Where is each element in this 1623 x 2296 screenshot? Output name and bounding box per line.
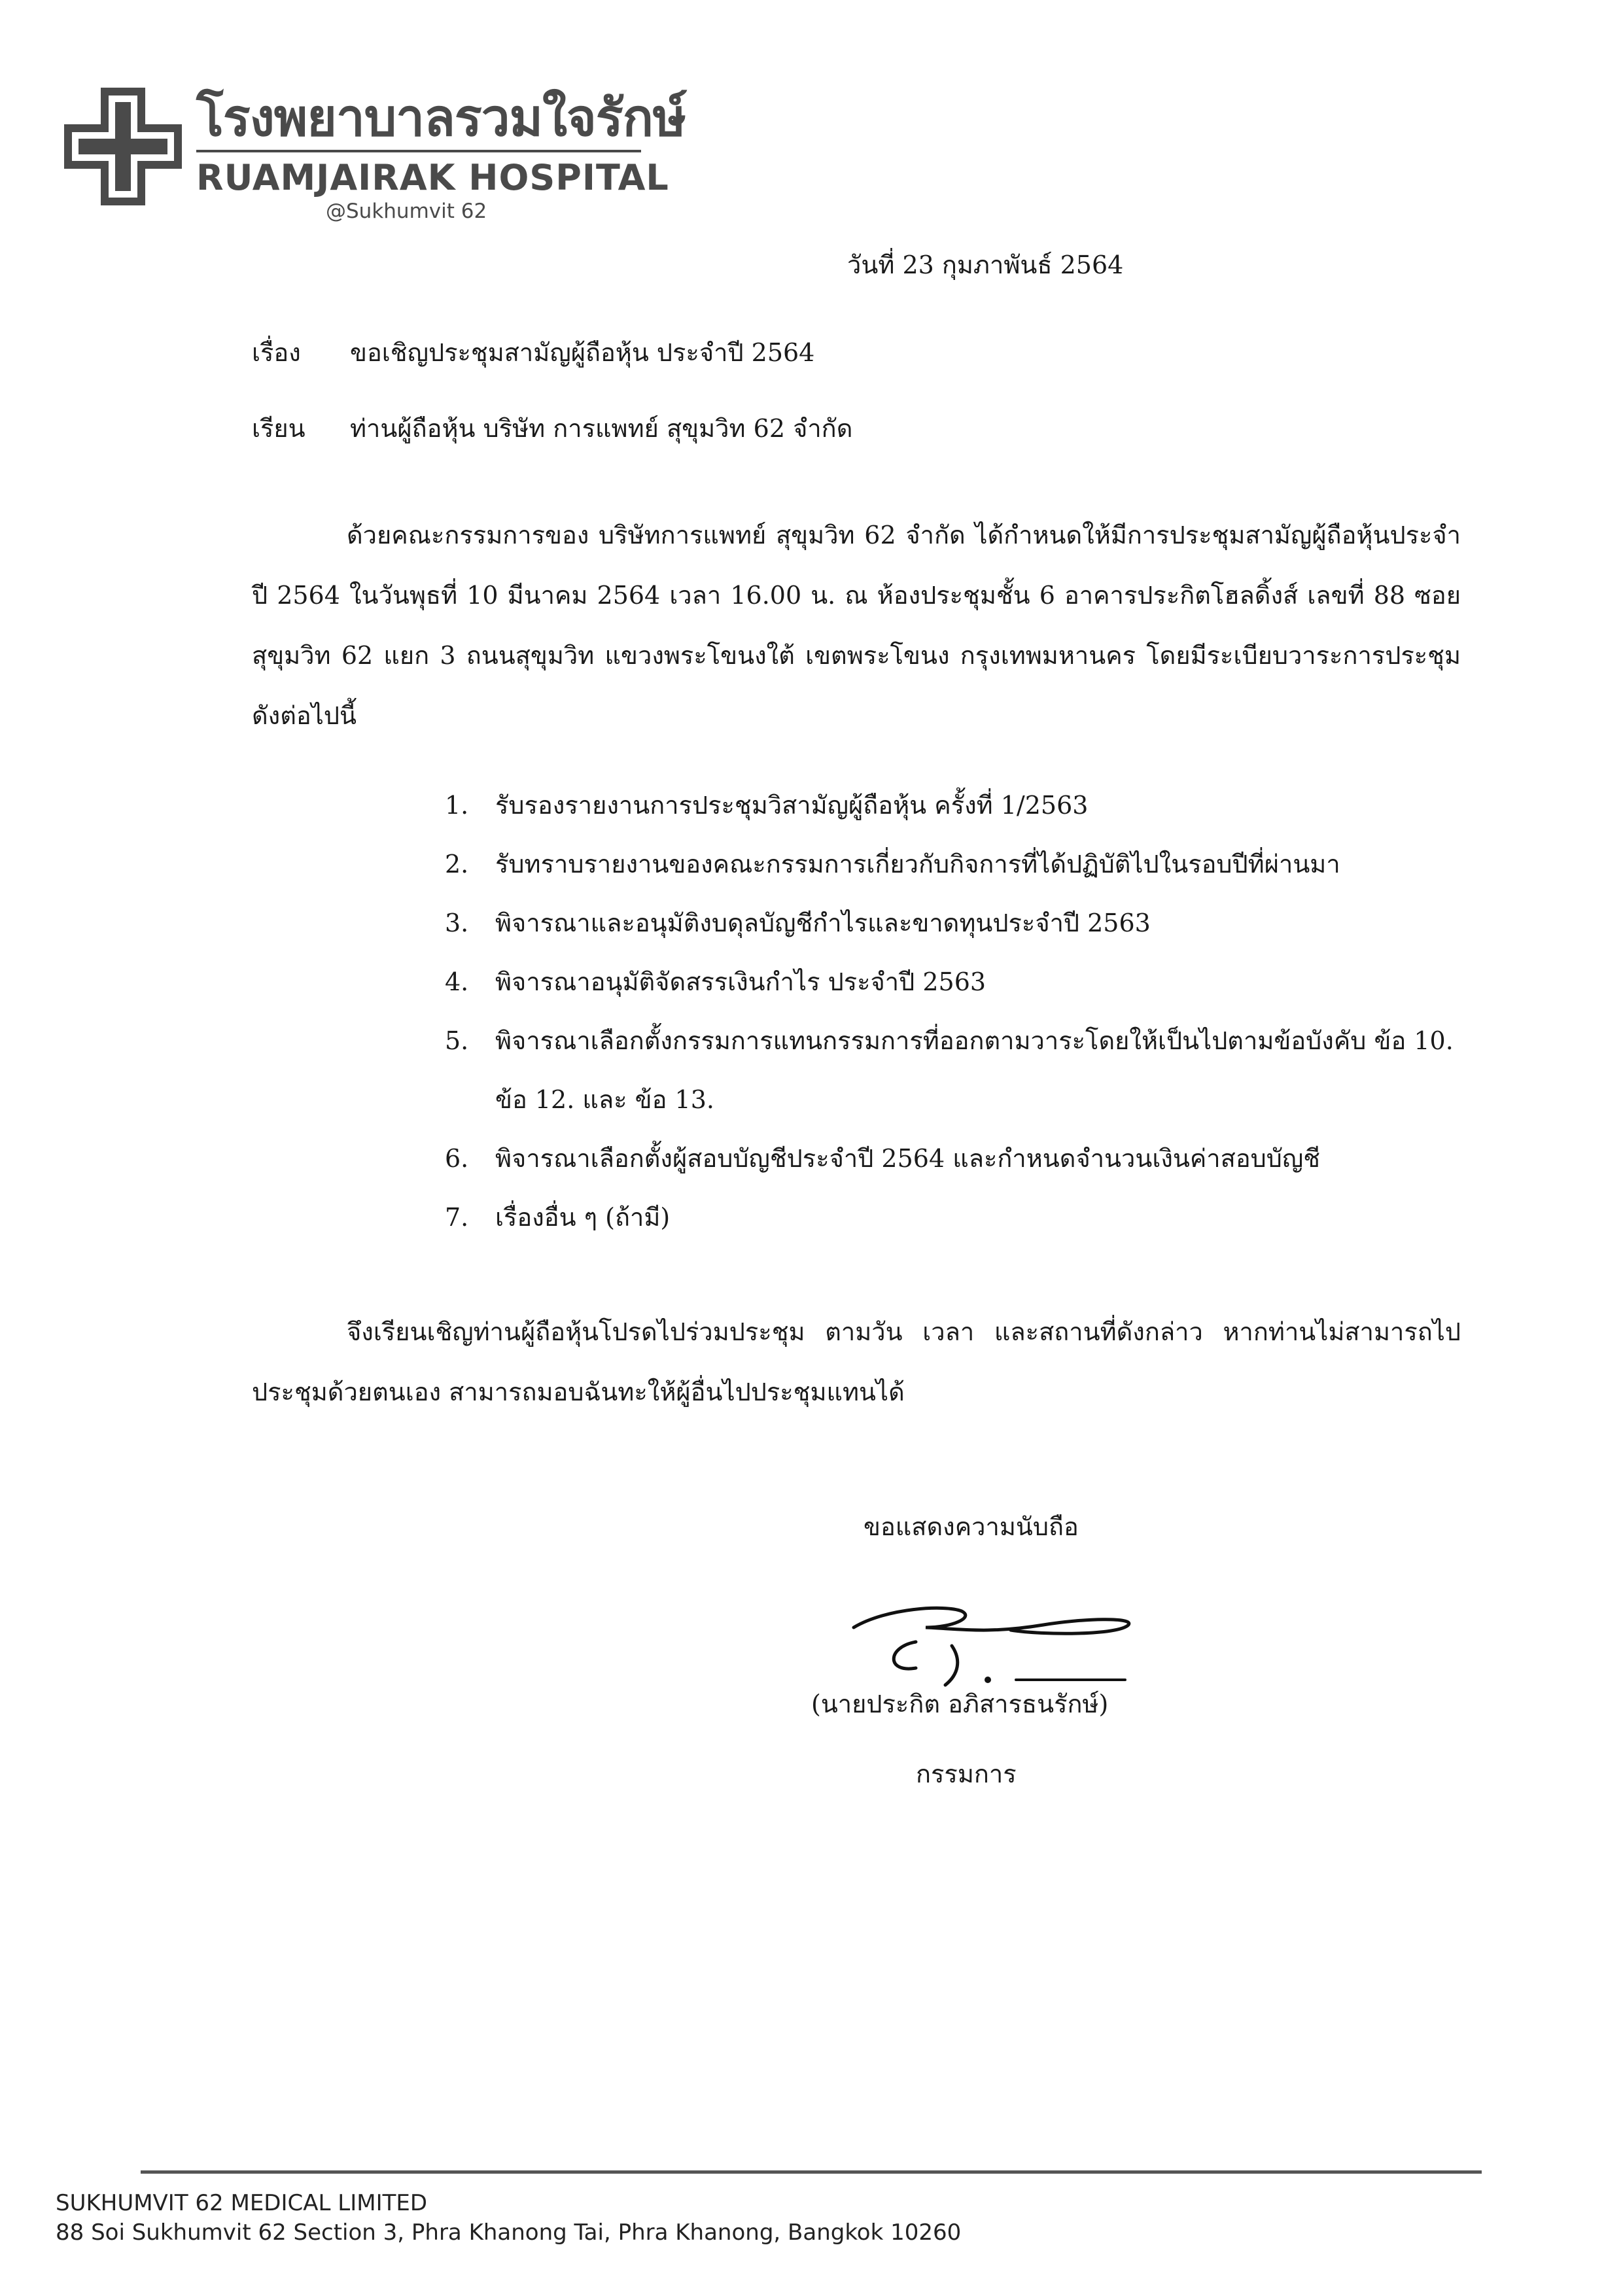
agenda-item — [445, 1011, 1465, 1129]
letterhead-divider — [196, 150, 641, 152]
medical-cross-icon — [64, 88, 182, 205]
agenda-item-number: 2. — [445, 850, 469, 878]
agenda-item — [445, 952, 1465, 1011]
agenda-item-text: รับทราบรายงานของคณะกรรมการเกี่ยวกับกิจการที่ได้ปฏิบัติไปในรอบปีที่ผ่านมา — [495, 850, 1340, 878]
handwritten-signature — [847, 1582, 1151, 1699]
signer-name: (นายประกิต อภิสารธนรักษ์) — [811, 1690, 1109, 1718]
agenda-item — [445, 1129, 1465, 1188]
footer-company: SUKHUMVIT 62 MEDICAL LIMITED — [56, 2190, 428, 2216]
footer-address: 88 Soi Sukhumvit 62 Section 3, Phra Khanong Tai, Phra Khanong, Bangkok 10260 — [56, 2219, 962, 2246]
agenda-item-number: 3. — [445, 909, 469, 937]
agenda-item-text: พิจารณาเลือกตั้งกรรมการแทนกรรมการที่ออกตามวาระโดยให้เป็นไปตามข้อบังคับ ข้อ 10. ข้อ 12. และ ข้อ 13. — [495, 1026, 1454, 1114]
agenda-item-number: 7. — [445, 1203, 469, 1232]
agenda-item — [445, 835, 1465, 894]
agenda-item-number: 1. — [445, 791, 469, 820]
hospital-branch: @Sukhumvit 62 — [326, 200, 487, 223]
agenda-item-number: 5. — [445, 1026, 469, 1055]
agenda-item-text: รับรองรายงานการประชุมวิสามัญผู้ถือหุ้น ครั้งที่ 1/2563 — [495, 791, 1089, 820]
agenda-list — [445, 776, 1465, 1247]
agenda-item — [445, 1188, 1465, 1247]
recipient-text: ท่านผู้ถือหุ้น บริษัท การแพทย์ สุขุมวิท 62 จำกัด — [350, 414, 853, 443]
subject-text: ขอเชิญประชุมสามัญผู้ถือหุ้น ประจำปี 2564 — [350, 338, 815, 367]
agenda-item-text: เรื่องอื่น ๆ (ถ้ามี) — [495, 1203, 671, 1232]
recipient-label: เรียน — [252, 414, 305, 443]
agenda-item-text: พิจารณาเลือกตั้งผู้สอบบัญชีประจำปี 2564 และกำหนดจำนวนเงินค่าสอบบัญชี — [495, 1144, 1321, 1173]
agenda-item-text: พิจารณาอนุมัติจัดสรรเงินกำไร ประจำปี 2563 — [495, 967, 986, 996]
letter-date: วันที่ 23 กุมภาพันธ์ 2564 — [847, 251, 1124, 279]
subject-label: เรื่อง — [252, 338, 301, 367]
intro-paragraph: ด้วยคณะกรรมการของ บริษัทการแพทย์ สุขุมวิท 62 จำกัด ได้กำหนดให้มีการประชุมสามัญผู้ถือหุ้นประจำปี 2564 ในวันพุธที่ 10 มีนาคม 2564 เวลา 16.00 น. ณ ห้องประชุมชั้น 6 อาคารประกิตโฮลดิ้งส์ เลขที่ 88 ซอยสุขุมวิท 62 แยก 3 ถนนสุขุมวิท แขวงพระโขนงใต้ เขตพระโขนง กรุงเทพมหานคร โดยมีระเบียบวาระการประชุมดังต่อไปนี้ — [252, 521, 1461, 730]
hospital-name-english: RUAMJAIRAK HOSPITAL — [196, 157, 669, 198]
agenda-item-number: 6. — [445, 1144, 469, 1173]
footer-divider — [141, 2170, 1482, 2174]
agenda-item — [445, 776, 1465, 835]
signer-position: กรรมการ — [916, 1760, 1017, 1788]
invitation-paragraph: จึงเรียนเชิญท่านผู้ถือหุ้นโปรดไปร่วมประชุม ตามวัน เวลา และสถานที่ดังกล่าว หากท่านไม่สามารถไปประชุมด้วยตนเอง สามารถมอบฉันทะให้ผู้อื่นไปประชุมแทนได้ — [252, 1317, 1461, 1406]
agenda-item-number: 4. — [445, 967, 469, 996]
agenda-item-text: พิจารณาและอนุมัติงบดุลบัญชีกำไรและขาดทุนประจำปี 2563 — [495, 909, 1151, 937]
closing-salutation: ขอแสดงความนับถือ — [864, 1512, 1079, 1541]
hospital-name-thai: โรงพยาบาลรวมใจรักษ์ — [196, 89, 686, 148]
agenda-item — [445, 894, 1465, 952]
